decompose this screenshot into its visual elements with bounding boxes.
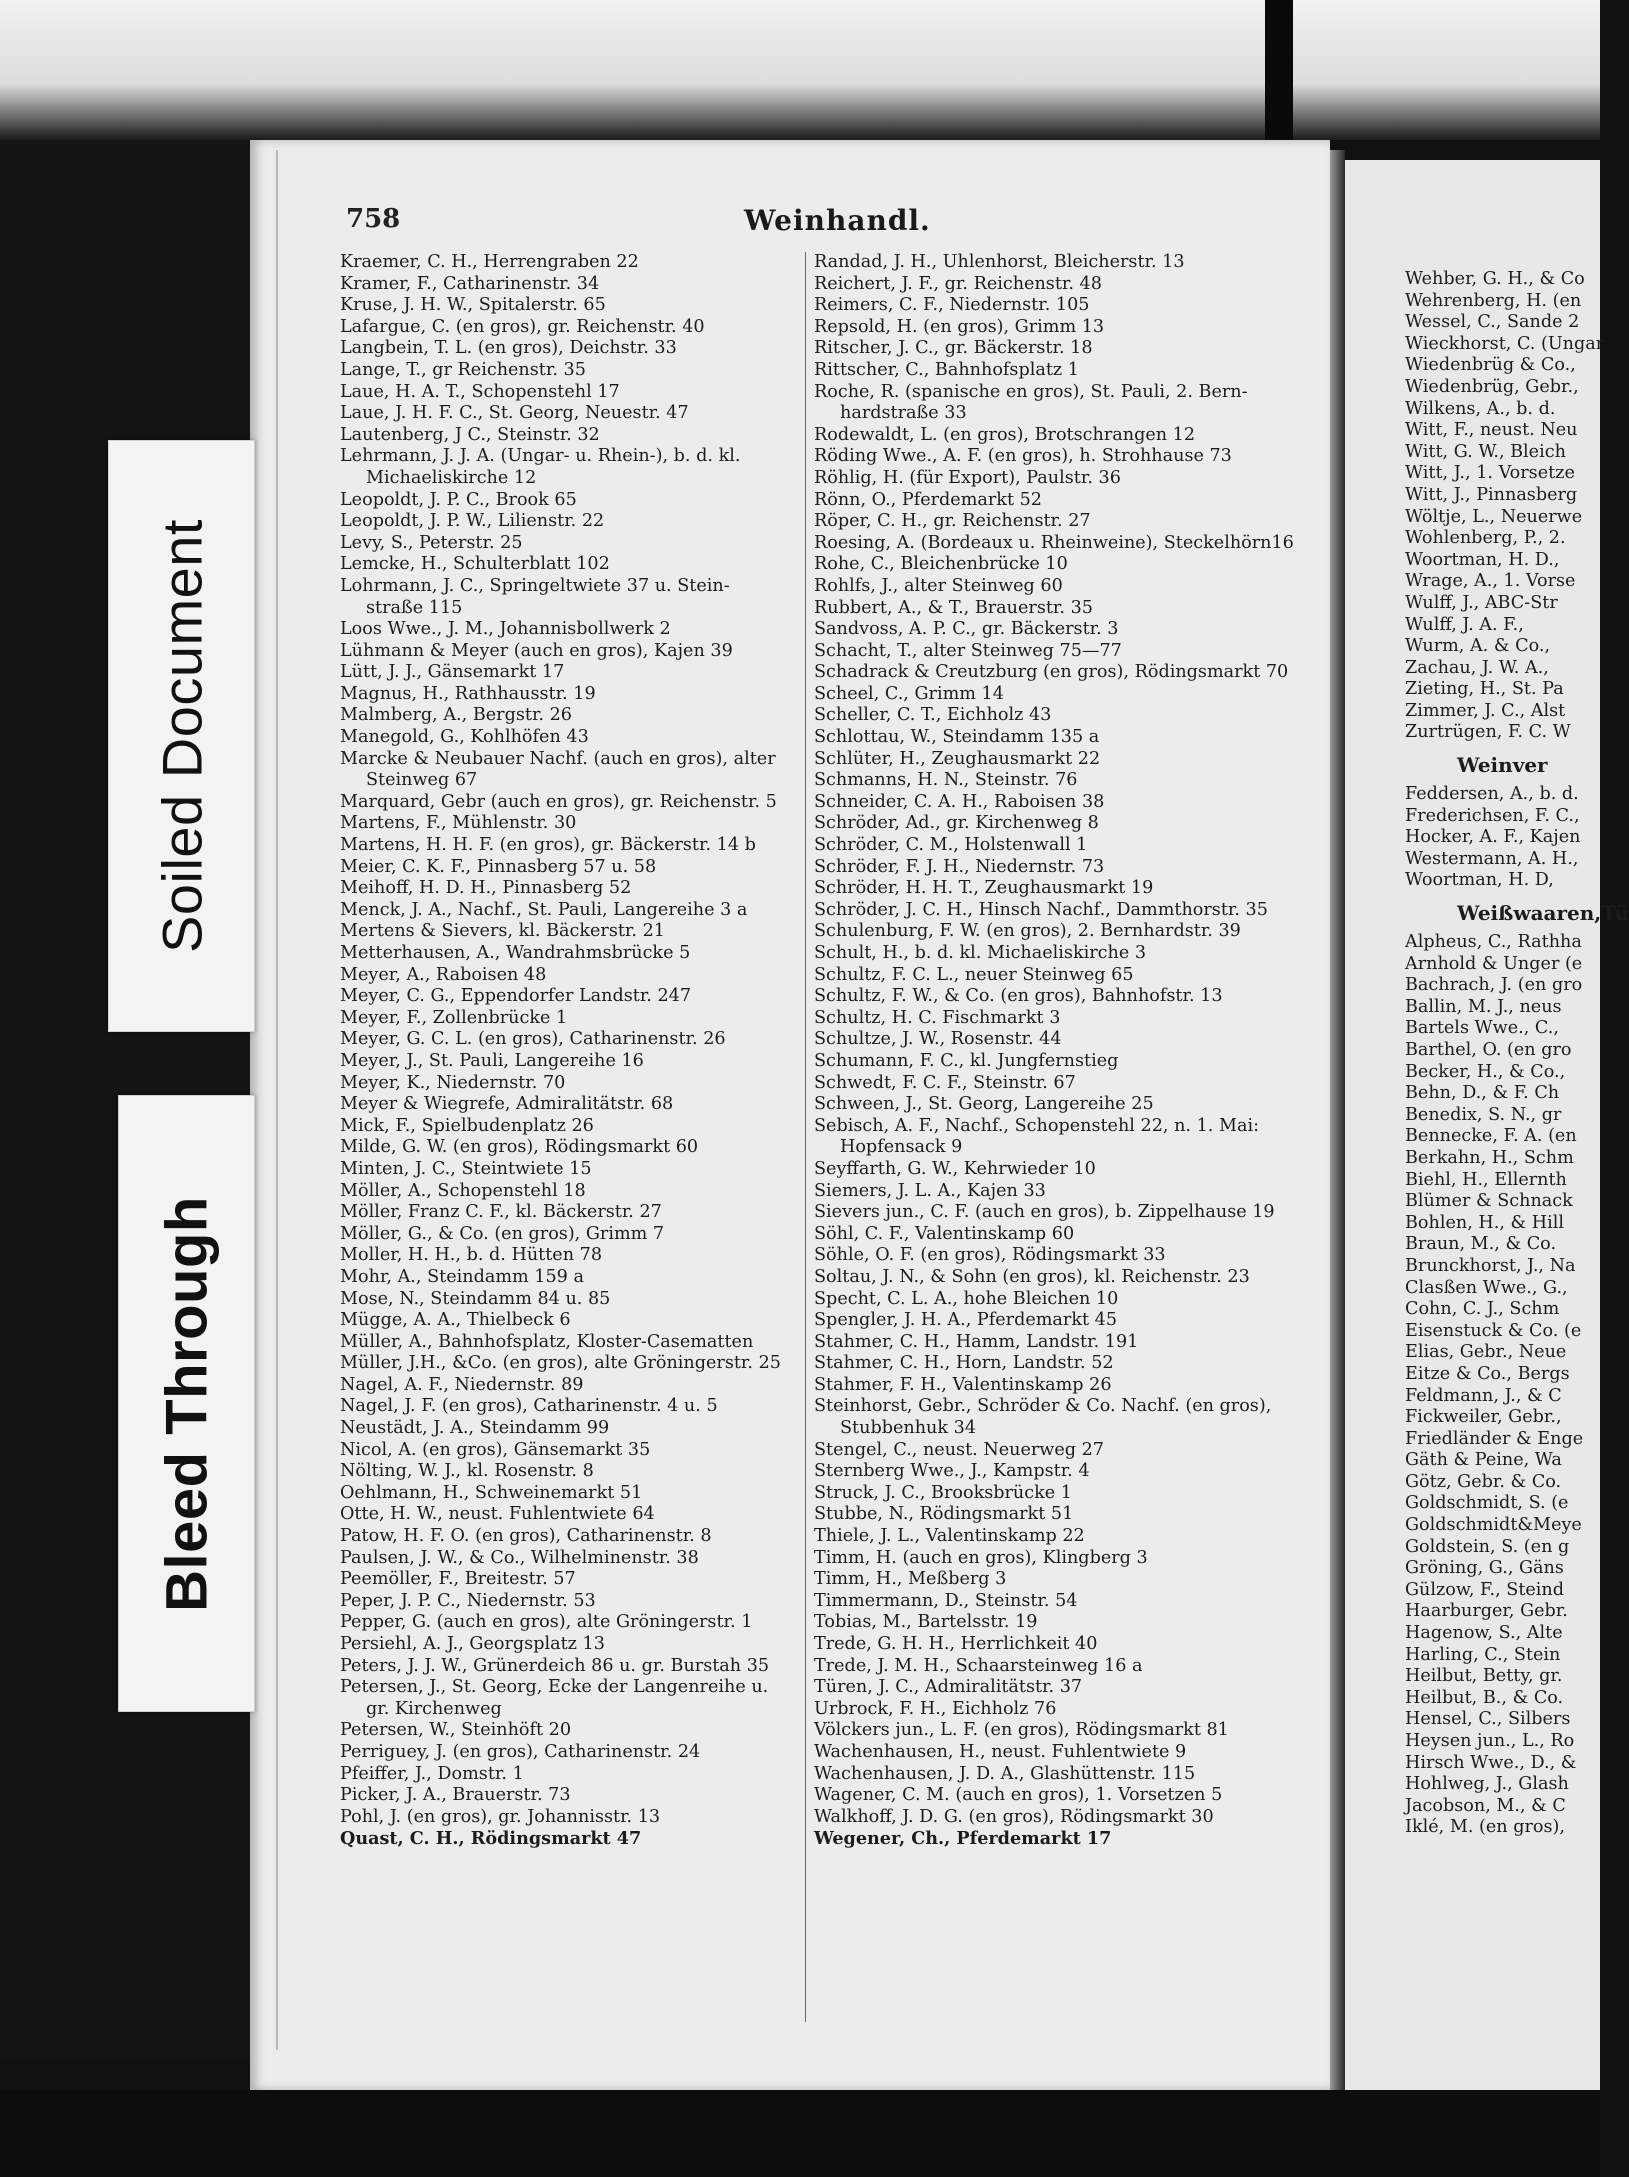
- directory-entry: Völckers jun., L. F. (en gros), Rödingsmarkt 81: [814, 1720, 1229, 1741]
- directory-column-right: [814, 252, 1322, 1850]
- directory-entry: Türen, J. C., Admiralitätstr. 37: [814, 1677, 1083, 1698]
- facing-directory-entry: Witt, J., Pinnasberg: [1405, 484, 1578, 505]
- directory-entry: Schröder, J. C. H., Hinsch Nachf., Dammthorstr. 35: [814, 899, 1268, 920]
- directory-entry: Walkhoff, J. D. G. (en gros), Rödingsmarkt 30: [814, 1806, 1214, 1827]
- directory-column-left: [340, 252, 802, 1850]
- directory-entry: Schacht, T., alter Steinweg 75—77: [814, 640, 1122, 661]
- directory-entry: Moller, H. H., b. d. Hütten 78: [340, 1245, 603, 1266]
- directory-entry: Persiehl, A. J., Georgsplatz 13: [340, 1634, 605, 1654]
- directory-entry: Nagel, J. F. (en gros), Catharinenstr. 4 u. 5: [340, 1396, 718, 1417]
- directory-entry: Sandvoss, A. P. C., gr. Bäckerstr. 3: [814, 619, 1119, 640]
- directory-entry: Timmermann, D., Steinstr. 54: [814, 1590, 1078, 1611]
- facing-directory-entry: Goldstein, S. (en g: [1405, 1536, 1570, 1557]
- facing-directory-entry: Heysen jun., L., Ro: [1405, 1731, 1575, 1751]
- facing-directory-entry: Fickweiler, Gebr.,: [1405, 1407, 1562, 1428]
- directory-entry: Söhl, C. F., Valentinskamp 60: [814, 1223, 1075, 1244]
- directory-entry: Randad, J. H., Uhlenhorst, Bleicherstr. 13: [814, 252, 1185, 272]
- facing-directory-entry: Wessel, C., Sande 2: [1405, 312, 1580, 333]
- facing-directory-entry: Wulff, J., ABC-Str: [1405, 592, 1558, 613]
- directory-entry: Röper, C. H., gr. Reichenstr. 27: [814, 511, 1091, 532]
- directory-entry: Rodewaldt, L. (en gros), Brotschrangen 12: [814, 424, 1196, 445]
- directory-entry: Specht, C. L. A., hohe Bleichen 10: [814, 1288, 1119, 1309]
- directory-entry: Soltau, J. N., & Sohn (en gros), kl. Reichenstr. 23: [814, 1266, 1250, 1287]
- facing-directory-entry: Arnhold & Unger (e: [1405, 953, 1583, 974]
- directory-entry: Lühmann & Meyer (auch en gros), Kajen 39: [340, 640, 733, 661]
- directory-entry: Möller, Franz C. F., kl. Bäckerstr. 27: [340, 1202, 662, 1223]
- soiled-document-label: Soiled Document: [150, 519, 213, 953]
- facing-directory-entry: Westermann, A. H.,: [1405, 848, 1579, 869]
- directory-entry: Meyer, F., Zollenbrücke 1: [340, 1007, 568, 1028]
- facing-directory-entry: Gröning, G., Gäns: [1405, 1558, 1564, 1579]
- facing-directory-entry: Benedix, S. N., gr: [1405, 1104, 1562, 1125]
- directory-entry: Möller, G., & Co. (en gros), Grimm 7: [340, 1223, 665, 1244]
- directory-entry: Roesing, A. (Bordeaux u. Rheinweine), Steckelhörn16: [814, 532, 1294, 553]
- bleed-through-label: Bleed Through: [154, 1195, 219, 1612]
- directory-entry: Perriguey, J. (en gros), Catharinenstr. 24: [340, 1741, 701, 1762]
- directory-entry: Menck, J. A., Nachf., St. Pauli, Langereihe 3 a: [340, 899, 748, 920]
- facing-directory-entry: Wehber, G. H., & Co: [1405, 269, 1585, 289]
- directory-entry: Patow, H. F. O. (en gros), Catharinenstr. 8: [340, 1526, 712, 1547]
- directory-entry: Nicol, A. (en gros), Gänsemarkt 35: [340, 1439, 651, 1460]
- directory-entry: Magnus, H., Rathhausstr. 19: [340, 683, 596, 704]
- directory-entry: Rohlfs, J., alter Steinweg 60: [814, 575, 1063, 596]
- facing-directory-entry: Harling, C., Stein: [1405, 1644, 1561, 1665]
- directory-entry-continuation: Steinweg 67: [366, 770, 478, 791]
- bleed-through-tag: [118, 1095, 255, 1712]
- facing-directory-entry: Brunckhorst, J., Na: [1405, 1255, 1576, 1276]
- directory-entry: Schultz, F. W., & Co. (en gros), Bahnhofstr. 13: [814, 986, 1223, 1007]
- directory-entry: Mick, F., Spielbudenplatz 26: [340, 1115, 594, 1136]
- directory-entry-continuation: straße 115: [366, 597, 463, 618]
- directory-entry: Schneider, C. A. H., Raboisen 38: [814, 791, 1105, 812]
- directory-entry: Tobias, M., Bartelsstr. 19: [814, 1612, 1038, 1633]
- directory-entry-continuation: Stubbenhuk 34: [840, 1418, 977, 1439]
- facing-directory-entry: Biehl, H., Ellernth: [1405, 1169, 1567, 1190]
- scan-top-edge: [0, 0, 1600, 140]
- directory-entry: Levy, S., Peterstr. 25: [340, 532, 523, 553]
- directory-entry: Stubbe, N., Rödingsmarkt 51: [814, 1504, 1074, 1525]
- facing-directory-entry: Götz, Gebr. & Co.: [1405, 1471, 1562, 1492]
- facing-directory-entry: Frederichsen, F. C.,: [1405, 805, 1580, 826]
- directory-entry: Timm, H. (auch en gros), Klingberg 3: [814, 1547, 1148, 1568]
- directory-entry: Wachenhausen, H., neust. Fuhlentwiete 9: [814, 1741, 1187, 1762]
- directory-entry: Schwedt, F. C. F., Steinstr. 67: [814, 1072, 1076, 1093]
- directory-entry: Lemcke, H., Schulterblatt 102: [340, 554, 610, 575]
- directory-entry: Malmberg, A., Bergstr. 26: [340, 705, 572, 726]
- directory-entry: Mohr, A., Steindamm 159 a: [340, 1266, 584, 1287]
- directory-entry: Ritscher, J. C., gr. Bäckerstr. 18: [814, 338, 1093, 359]
- facing-directory-entry: Eitze & Co., Bergs: [1405, 1363, 1570, 1384]
- directory-entry: Martens, H. H. F. (en gros), gr. Bäckerstr. 14 b: [340, 835, 756, 856]
- directory-entry: Kramer, F., Catharinenstr. 34: [340, 273, 600, 294]
- directory-entry: Stahmer, C. H., Hamm, Landstr. 191: [814, 1331, 1139, 1352]
- directory-entry: Müller, J.H., &Co. (en gros), alte Gröningerstr. 25: [340, 1353, 781, 1374]
- directory-entry: Milde, G. W. (en gros), Rödingsmarkt 60: [340, 1137, 699, 1158]
- directory-entry: Pfeiffer, J., Domstr. 1: [340, 1763, 524, 1784]
- facing-directory-entry: Barthel, O. (en gro: [1405, 1040, 1572, 1060]
- facing-section-heading: Weißwaaren,Tü: [1457, 901, 1629, 926]
- facing-directory-entry: Friedländer & Enge: [1405, 1428, 1584, 1449]
- facing-directory-entry: Zurtrügen, F. C. W: [1405, 722, 1571, 743]
- facing-directory-entry: Gülzow, F., Steind: [1405, 1579, 1565, 1600]
- facing-directory-entry: Zieting, H., St. Pa: [1405, 679, 1564, 700]
- directory-entry: Thiele, J. L., Valentinskamp 22: [814, 1526, 1085, 1547]
- directory-entry: Wegener, Ch., Pferdemarkt 17: [814, 1828, 1112, 1850]
- facing-directory-entry: Cohn, C. J., Schm: [1405, 1299, 1560, 1320]
- facing-directory-entry: Eisenstuck & Co. (e: [1405, 1320, 1582, 1341]
- facing-directory-entry: Wöltje, L., Neuerwe: [1405, 506, 1583, 527]
- directory-entry: Spengler, J. H. A., Pferdemarkt 45: [814, 1310, 1118, 1331]
- directory-entry: Schultz, H. C. Fischmarkt 3: [814, 1007, 1061, 1028]
- directory-entry: Minten, J. C., Steintwiete 15: [340, 1158, 592, 1179]
- facing-directory-entry: Alpheus, C., Rathha: [1405, 932, 1582, 953]
- directory-entry: Lohrmann, J. C., Springeltwiete 37 u. Stein-: [340, 575, 730, 596]
- directory-entry: Nölting, W. J., kl. Rosenstr. 8: [340, 1461, 594, 1482]
- directory-entry: Möller, A., Schopenstehl 18: [340, 1180, 586, 1201]
- directory-entry: Meyer & Wiegrefe, Admiralitätstr. 68: [340, 1094, 674, 1115]
- directory-entry: Stahmer, C. H., Horn, Landstr. 52: [814, 1353, 1114, 1374]
- directory-entry: Schröder, H. H. T., Zeughausmarkt 19: [814, 878, 1154, 899]
- facing-directory-entry: Wurm, A. & Co.,: [1405, 636, 1551, 657]
- directory-entry: Petersen, W., Steinhöft 20: [340, 1720, 572, 1741]
- directory-entry: Meyer, J., St. Pauli, Langereihe 16: [340, 1050, 644, 1071]
- facing-directory-entry: Bennecke, F. A. (en: [1405, 1126, 1577, 1147]
- directory-entry: Schröder, F. J. H., Niedernstr. 73: [814, 856, 1105, 877]
- column-divider: [805, 252, 806, 2022]
- directory-entry: Seyffarth, G. W., Kehrwieder 10: [814, 1158, 1096, 1179]
- directory-entry-continuation: hardstraße 33: [840, 403, 967, 424]
- directory-entry: Schultz, F. C. L., neuer Steinweg 65: [814, 964, 1134, 985]
- soiled-document-tag: [108, 440, 255, 1032]
- directory-entry: Paulsen, J. W., & Co., Wilhelminenstr. 38: [340, 1547, 699, 1568]
- running-title: Weinhandl.: [744, 204, 931, 237]
- facing-directory-entry: Blümer & Schnack: [1405, 1191, 1573, 1212]
- directory-entry: Wagener, C. M. (auch en gros), 1. Vorsetzen 5: [814, 1785, 1223, 1806]
- directory-entry: Meier, C. K. F., Pinnasberg 57 u. 58: [340, 856, 657, 877]
- directory-entry: Otte, H. W., neust. Fuhlentwiete 64: [340, 1504, 655, 1525]
- facing-directory-entry: Witt, G. W., Bleich: [1405, 441, 1566, 462]
- directory-entry: Marcke & Neubauer Nachf. (auch en gros), alter: [340, 748, 776, 769]
- directory-entry: Langbein, T. L. (en gros), Deichstr. 33: [340, 338, 677, 359]
- facing-directory-entry: Berkahn, H., Schm: [1405, 1147, 1574, 1168]
- directory-entry: Trede, J. M. H., Schaarsteinweg 16 a: [814, 1655, 1143, 1676]
- directory-entry: Schlottau, W., Steindamm 135 a: [814, 727, 1100, 748]
- directory-entry: Schadrack & Creutzburg (en gros), Rödingsmarkt 70: [814, 662, 1289, 683]
- directory-entry: Metterhausen, A., Wandrahmsbrücke 5: [340, 943, 691, 963]
- directory-entry: Leopoldt, J. P. W., Lilienstr. 22: [340, 511, 605, 532]
- facing-directory-entry: Braun, M., & Co.: [1405, 1234, 1557, 1255]
- directory-entry: Picker, J. A., Brauerstr. 73: [340, 1785, 571, 1806]
- directory-entry: Stengel, C., neust. Neuerweg 27: [814, 1439, 1104, 1460]
- directory-entry: Lafargue, C. (en gros), gr. Reichenstr. 40: [340, 316, 705, 337]
- page-header: [346, 204, 1296, 244]
- directory-entry: Pepper, G. (auch en gros), alte Gröningerstr. 1: [340, 1612, 753, 1633]
- directory-entry: Söhle, O. F. (en gros), Rödingsmarkt 33: [814, 1245, 1166, 1266]
- directory-entry: Mertens & Sievers, kl. Bäckerstr. 21: [340, 921, 665, 942]
- directory-entry: Schultze, J. W., Rosenstr. 44: [814, 1029, 1062, 1050]
- directory-entry: Rubbert, A., & T., Brauerstr. 35: [814, 597, 1093, 618]
- facing-directory-entry: Zachau, J. W. A.,: [1405, 657, 1549, 678]
- directory-entry: Pohl, J. (en gros), gr. Johannisstr. 13: [340, 1806, 661, 1827]
- directory-entry: Schulenburg, F. W. (en gros), 2. Bernhardstr. 39: [814, 921, 1241, 942]
- facing-directory-entry: Becker, H., & Co.,: [1405, 1061, 1566, 1082]
- facing-directory-entry: Witt, F., neust. Neu: [1405, 420, 1578, 441]
- directory-entry: Sebisch, A. F., Nachf., Schopenstehl 22, n. 1. Mai:: [814, 1115, 1260, 1136]
- directory-entry: Schween, J., St. Georg, Langereihe 25: [814, 1094, 1154, 1115]
- directory-entry: Marquard, Gebr (auch en gros), gr. Reichenstr. 5: [340, 791, 777, 812]
- directory-entry: Lehrmann, J. J. A. (Ungar- u. Rhein-), b. d. kl.: [340, 446, 741, 467]
- directory-entry: Kruse, J. H. W., Spitalerstr. 65: [340, 295, 606, 316]
- facing-directory-entry: Witt, J., 1. Vorsetze: [1405, 463, 1575, 484]
- directory-entry: Loos Wwe., J. M., Johannisbollwerk 2: [340, 619, 671, 640]
- directory-entry: Kraemer, C. H., Herrengraben 22: [340, 252, 639, 272]
- directory-entry: Mose, N., Steindamm 84 u. 85: [340, 1288, 611, 1309]
- facing-directory-entry: Wieckhorst, C. (Ungar: [1405, 333, 1605, 354]
- directory-entry: Rittscher, C., Bahnhofsplatz 1: [814, 359, 1079, 380]
- facing-directory-entry: Hirsch Wwe., D., &: [1405, 1752, 1577, 1773]
- directory-entry: Meyer, C. G., Eppendorfer Landstr. 247: [340, 986, 692, 1007]
- directory-entry: Laue, H. A. T., Schopenstehl 17: [340, 381, 620, 402]
- facing-directory-entry: Wulff, J. A. F.,: [1405, 614, 1524, 635]
- directory-entry: Peper, J. P. C., Niedernstr. 53: [340, 1590, 596, 1611]
- scan-bottom-edge: [0, 2090, 1600, 2177]
- directory-entry: Nagel, A. F., Niedernstr. 89: [340, 1374, 584, 1395]
- directory-entry: Mügge, A. A., Thielbeck 6: [340, 1310, 571, 1331]
- facing-directory-entry: Clasßen Wwe., G.,: [1405, 1277, 1568, 1298]
- directory-entry: Manegold, G., Kohlhöfen 43: [340, 727, 589, 748]
- facing-directory-entry: Wiedenbrüg & Co.,: [1405, 355, 1576, 376]
- directory-entry: Wachenhausen, J. D. A., Glashüttenstr. 115: [814, 1763, 1196, 1784]
- directory-entry: Sternberg Wwe., J., Kampstr. 4: [814, 1461, 1090, 1482]
- facing-directory-entry: Haarburger, Gebr.: [1405, 1601, 1568, 1622]
- facing-directory-entry: Gäth & Peine, Wa: [1405, 1450, 1562, 1471]
- directory-entry: Schmanns, H. N., Steinstr. 76: [814, 770, 1078, 791]
- directory-entry: Struck, J. C., Brooksbrücke 1: [814, 1482, 1072, 1503]
- directory-entry: Rönn, O., Pferdemarkt 52: [814, 489, 1042, 510]
- facing-directory-entry: Hensel, C., Silbers: [1405, 1709, 1571, 1730]
- binding-strip: [1265, 0, 1293, 140]
- directory-entry: Meyer, G. C. L. (en gros), Catharinenstr. 26: [340, 1029, 726, 1050]
- directory-entry: Scheller, C. T., Eichholz 43: [814, 705, 1052, 726]
- directory-entry: Schröder, Ad., gr. Kirchenweg 8: [814, 813, 1099, 834]
- facing-directory-entry: Woortman, H. D,: [1405, 870, 1554, 891]
- directory-entry: Röding Wwe., A. F. (en gros), h. Strohhause 73: [814, 446, 1232, 467]
- directory-entry: Lütt, J. J., Gänsemarkt 17: [340, 662, 565, 683]
- directory-entry: Meyer, K., Niedernstr. 70: [340, 1072, 566, 1093]
- directory-entry: Schumann, F. C., kl. Jungfernstieg: [814, 1050, 1119, 1071]
- facing-directory-entry: Heilbut, B., & Co.: [1405, 1687, 1564, 1708]
- directory-entry: Schult, H., b. d. kl. Michaeliskirche 3: [814, 943, 1147, 963]
- directory-entry: Meyer, A., Raboisen 48: [340, 964, 547, 985]
- facing-directory-entry: Jacobson, M., & C: [1405, 1795, 1566, 1816]
- facing-directory-entry: Feddersen, A., b. d.: [1405, 784, 1579, 805]
- facing-directory-entry: Zimmer, J. C., Alst: [1405, 700, 1566, 721]
- facing-directory-entry: Hocker, A. F., Kajen: [1405, 827, 1581, 848]
- facing-section-heading: Weinver: [1457, 753, 1548, 778]
- directory-entry: Leopoldt, J. P. C., Brook 65: [340, 489, 577, 510]
- directory-entry: Laue, J. H. F. C., St. Georg, Neuestr. 47: [340, 403, 689, 424]
- facing-directory-entry: Bohlen, H., & Hill: [1405, 1212, 1565, 1233]
- directory-entry: Neustädt, J. A., Steindamm 99: [340, 1418, 610, 1439]
- directory-entry-continuation: gr. Kirchenweg: [366, 1698, 502, 1719]
- facing-directory-entry: Wehrenberg, H. (en: [1405, 290, 1582, 311]
- directory-entry: Peters, J. J. W., Grünerdeich 86 u. gr. Burstah 35: [340, 1655, 770, 1676]
- facing-directory-entry: Wrage, A., 1. Vorse: [1405, 571, 1576, 592]
- facing-directory-entry: Wiedenbrüg, Gebr.,: [1405, 376, 1579, 397]
- facing-directory-entry: Bartels Wwe., C.,: [1405, 1018, 1559, 1039]
- facing-directory-entry: Feldmann, J., & C: [1405, 1385, 1562, 1406]
- facing-directory-entry: Iklé, M. (en gros),: [1405, 1817, 1565, 1838]
- directory-entry-continuation: Hopfensack 9: [840, 1137, 963, 1158]
- directory-entry: Oehlmann, H., Schweinemarkt 51: [340, 1482, 643, 1503]
- directory-entry: Martens, F., Mühlenstr. 30: [340, 813, 577, 834]
- directory-entry: Peemöller, F., Breitestr. 57: [340, 1569, 576, 1590]
- facing-directory-entry: Behn, D., & F. Ch: [1405, 1083, 1560, 1104]
- facing-directory-entry: Goldschmidt&Meye: [1405, 1515, 1582, 1536]
- facing-directory-entry: Hohlweg, J., Glash: [1405, 1774, 1569, 1795]
- page-number: 758: [346, 204, 401, 234]
- directory-entry: Trede, G. H. H., Herrlichkeit 40: [814, 1634, 1098, 1654]
- left-page: [250, 140, 1330, 2090]
- facing-directory-entry: Goldschmidt, S. (e: [1405, 1493, 1569, 1514]
- directory-entry: Lautenberg, J C., Steinstr. 32: [340, 424, 600, 445]
- directory-entry: Müller, A., Bahnhofsplatz, Kloster-Casematten: [340, 1331, 754, 1352]
- facing-directory-entry: Wilkens, A., b. d.: [1405, 398, 1556, 419]
- directory-entry: Schröder, C. M., Holstenwall 1: [814, 835, 1088, 856]
- facing-directory-entry: Wohlenberg, P., 2.: [1405, 528, 1566, 549]
- directory-entry: Steinhorst, Gebr., Schröder & Co. Nachf. (en gros),: [814, 1396, 1272, 1417]
- directory-entry: Petersen, J., St. Georg, Ecke der Langenreihe u.: [340, 1677, 769, 1698]
- directory-entry: Roche, R. (spanische en gros), St. Pauli, 2. Bern-: [814, 381, 1248, 402]
- directory-entry: Rohe, C., Bleichenbrücke 10: [814, 554, 1068, 575]
- facing-directory-entry: Elias, Gebr., Neue: [1405, 1342, 1567, 1363]
- facing-directory-entry: Hagenow, S., Alte: [1405, 1623, 1563, 1644]
- directory-entry: Stahmer, F. H., Valentinskamp 26: [814, 1374, 1112, 1395]
- facing-page-column: [1405, 268, 1629, 1838]
- directory-entry: Reimers, C. F., Niedernstr. 105: [814, 295, 1090, 316]
- directory-entry: Reichert, J. F., gr. Reichenstr. 48: [814, 273, 1102, 294]
- directory-entry: Timm, H., Meßberg 3: [814, 1569, 1007, 1590]
- facing-directory-entry: Ballin, M. J., neus: [1405, 996, 1562, 1017]
- facing-page: [1345, 160, 1629, 2090]
- facing-directory-entry: Heilbut, Betty, gr.: [1405, 1666, 1563, 1687]
- page-margin-line: [276, 150, 278, 2050]
- facing-directory-entry: Woortman, H. D.,: [1405, 549, 1560, 570]
- directory-entry: Lange, T., gr Reichenstr. 35: [340, 359, 586, 380]
- directory-entry: Siemers, J. L. A., Kajen 33: [814, 1180, 1046, 1201]
- directory-entry: Urbrock, F. H., Eichholz 76: [814, 1698, 1057, 1719]
- directory-entry-continuation: Michaeliskirche 12: [366, 467, 537, 488]
- gutter-shadow: [1330, 150, 1345, 2090]
- directory-entry: Scheel, C., Grimm 14: [814, 683, 1004, 704]
- directory-entry: Meihoff, H. D. H., Pinnasberg 52: [340, 878, 632, 899]
- directory-entry: Sievers jun., C. F. (auch en gros), b. Zippelhause 19: [814, 1202, 1275, 1223]
- directory-entry: Repsold, H. (en gros), Grimm 13: [814, 316, 1105, 337]
- facing-directory-entry: Bachrach, J. (en gro: [1405, 975, 1583, 996]
- directory-entry: Schlüter, H., Zeughausmarkt 22: [814, 748, 1101, 769]
- directory-entry: Quast, C. H., Rödingsmarkt 47: [340, 1828, 642, 1850]
- directory-entry: Röhlig, H. (für Export), Paulstr. 36: [814, 467, 1121, 488]
